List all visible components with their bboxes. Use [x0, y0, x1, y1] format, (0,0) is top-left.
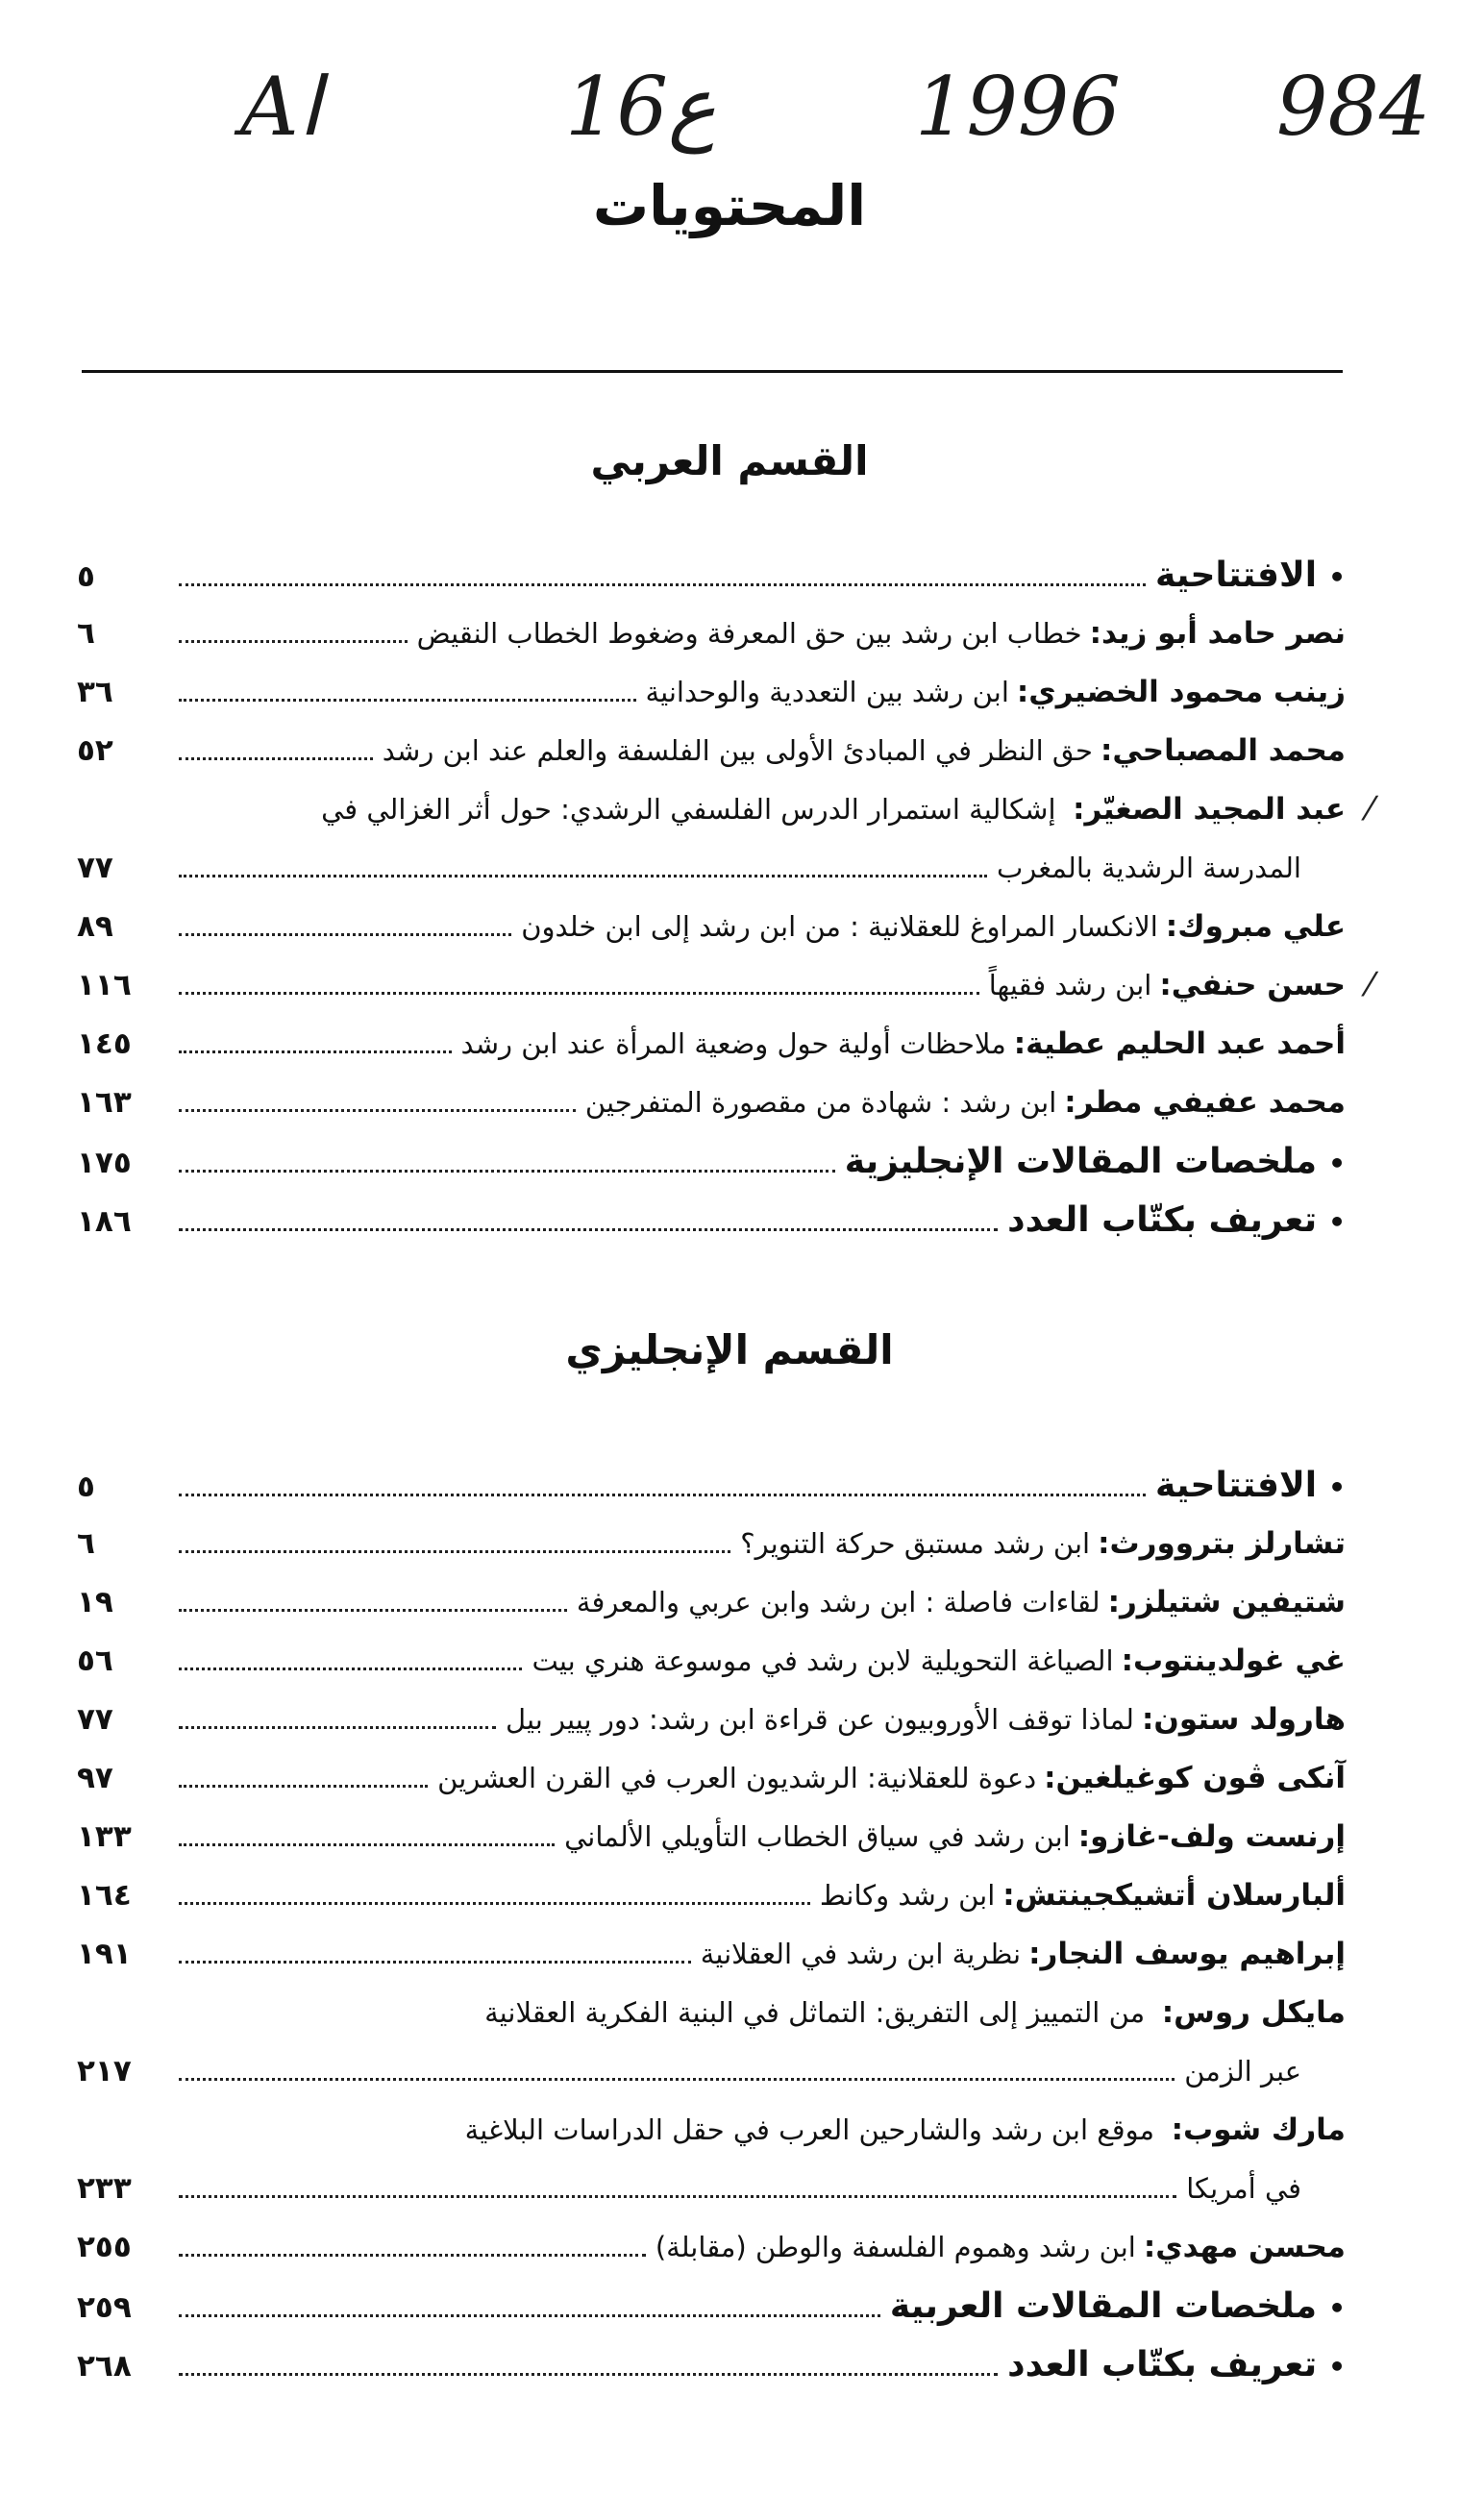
entry-author: أحمد عبد الحليم عطية:	[1013, 1026, 1346, 1061]
handwritten-note: 16ع	[565, 60, 717, 154]
bullet-icon: •	[1328, 2351, 1346, 2383]
toc-entry[interactable]	[77, 546, 1346, 605]
page-number: ٥	[77, 1470, 95, 1504]
page-number: ٨٩	[77, 909, 113, 944]
toc-entry[interactable]	[77, 1191, 1346, 1249]
handwritten-note: Aا	[240, 60, 322, 154]
page-number: ٢٥٥	[77, 2230, 132, 2264]
check-mark-icon: ⁄	[1367, 790, 1372, 828]
page-number: ١١٦	[77, 968, 132, 1002]
handwritten-annotations	[0, 60, 1459, 165]
entry-title: ابن رشد بين التعددية والوحدانية	[645, 676, 1009, 708]
entry-author: هارولد ستون:	[1141, 1702, 1346, 1737]
toc-entry[interactable]	[77, 898, 1346, 956]
page-number: ٧٧	[77, 851, 113, 885]
check-mark-icon: ⁄	[1367, 966, 1372, 1004]
toc-list-english	[77, 1456, 1346, 2394]
entry-author: محسن مهدي:	[1143, 2230, 1346, 2264]
page-number: ٦	[77, 1526, 95, 1561]
dot-leader	[179, 627, 408, 643]
page-number: ١٦٤	[77, 1878, 132, 1913]
dot-leader	[179, 1595, 567, 1612]
toc-entry[interactable]	[77, 722, 1346, 780]
toc-entry[interactable]	[77, 1515, 1346, 1573]
entry-title: خطاب ابن رشد بين حق المعرفة وضغوط الخطاب النقيض	[416, 617, 1082, 650]
page-number: ١٤٥	[77, 1026, 132, 1061]
page-number: ٥٦	[77, 1643, 113, 1678]
dot-leader	[179, 1480, 1146, 1496]
entry-title: تعريف بكتّاب العدد	[1007, 2345, 1318, 2384]
entry-title: تعريف بكتّاب العدد	[1007, 1200, 1318, 1240]
dot-leader	[179, 2182, 1176, 2198]
entry-author: محمد عفيفي مطر:	[1064, 1085, 1346, 1120]
dot-leader	[179, 570, 1146, 586]
toc-entry[interactable]	[77, 1808, 1346, 1866]
entry-title: ابن رشد مستبق حركة التنوير؟	[740, 1527, 1091, 1560]
dot-leader	[179, 1830, 555, 1846]
entry-title: من التمييز إلى التفريق: التماثل في البنية الفكرية العقلانية	[484, 1996, 1146, 2029]
dot-leader	[179, 1947, 691, 1964]
dot-leader	[179, 978, 979, 995]
bullet-icon: •	[1328, 1471, 1346, 1503]
entry-title: الصياغة التحويلية لابن رشد في موسوعة هنري بيت	[532, 1644, 1114, 1677]
entry-title: دعوة للعقلانية: الرشديون العرب في القرن العشرين	[437, 1762, 1037, 1794]
entry-author: ألبارسلان أتشيكجينتش:	[1002, 1878, 1346, 1913]
entry-author: نصر حامد أبو زيد:	[1089, 616, 1346, 651]
page-number: ٥	[77, 559, 95, 594]
handwritten-note: 1996	[915, 60, 1121, 154]
section-heading-english: القسم الإنجليزي	[565, 1326, 894, 1373]
dot-leader	[179, 1713, 496, 1729]
toc-entry[interactable]	[77, 956, 1372, 1015]
toc-entry[interactable]	[77, 1984, 1346, 2101]
dot-leader	[179, 1037, 452, 1053]
entry-author: مايكل روس:	[1161, 1995, 1346, 2030]
dot-leader	[179, 2301, 880, 2317]
entry-title: ابن رشد : شهادة من مقصورة المتفرجين	[584, 1086, 1057, 1119]
page-number: ٥٢	[77, 733, 113, 768]
entry-title: ملخصات المقالات العربية	[889, 2286, 1318, 2326]
dot-leader	[179, 685, 636, 702]
page-number: ١٨٦	[77, 1204, 132, 1239]
page-number: ١٣٣	[77, 1819, 132, 1854]
entry-title: ابن رشد وكانط	[819, 1879, 996, 1912]
entry-title: موقع ابن رشد والشارحين العرب في حقل الدراسات البلاغية	[464, 2113, 1155, 2146]
dot-leader	[179, 1771, 428, 1788]
page-number: ٧٧	[77, 1702, 113, 1737]
entry-title: ملاحظات أولية حول وضعية المرأة عند ابن رشد	[460, 1027, 1006, 1060]
entry-title: حق النظر في المبادئ الأولى بين الفلسفة والعلم عند ابن رشد	[382, 734, 1093, 767]
entry-title: نظرية ابن رشد في العقلانية	[700, 1938, 1022, 1970]
page-number: ١٧٥	[77, 1146, 132, 1180]
entry-author: مارك شوب:	[1171, 2112, 1346, 2147]
entry-title-continued: في أمريكا	[1186, 2172, 1301, 2205]
entry-author: عبد المجيد الصغيّر:	[1073, 792, 1346, 827]
dot-leader	[179, 1096, 576, 1112]
bullet-icon: •	[1328, 1206, 1346, 1238]
dot-leader	[179, 744, 373, 760]
entry-author: إرنست ولف-غازو:	[1077, 1819, 1346, 1854]
bullet-icon: •	[1328, 2292, 1346, 2324]
page-number: ١٩١	[77, 1937, 132, 1971]
entry-title: إشكالية استمرار الدرس الفلسفي الرشدي: حول أثر الغزالي في	[321, 793, 1056, 826]
bullet-icon: •	[1328, 1148, 1346, 1179]
entry-title: لقاءات فاصلة : ابن رشد وابن عربي والمعرفة	[576, 1586, 1100, 1618]
entry-title: ابن رشد فقيهاً	[988, 969, 1152, 1001]
entry-title-continued: عبر الزمن	[1184, 2055, 1301, 2088]
toc-entry[interactable]	[77, 1691, 1346, 1749]
entry-author: آنكى ڤون كوغيلغين:	[1044, 1761, 1346, 1795]
dot-leader	[179, 1156, 835, 1173]
toc-entry[interactable]	[77, 1132, 1346, 1191]
page-number: ١٩	[77, 1585, 113, 1619]
page-number: ٢٣٣	[77, 2171, 132, 2206]
toc-entry[interactable]	[77, 605, 1346, 663]
bullet-icon: •	[1328, 561, 1346, 593]
toc-entry[interactable]	[77, 780, 1372, 898]
entry-title: ابن رشد وهموم الفلسفة والوطن (مقابلة)	[655, 2231, 1136, 2263]
entry-title: ابن رشد في سياق الخطاب التأويلي الألماني	[564, 1820, 1071, 1853]
toc-entry[interactable]	[77, 1015, 1346, 1074]
page-number: ٢١٧	[77, 2054, 132, 2088]
handwritten-note: 984	[1276, 60, 1431, 154]
page-number: ٣٦	[77, 675, 113, 709]
dot-leader	[179, 2359, 998, 2376]
toc-entry[interactable]	[77, 663, 1346, 722]
entry-author: تشارلز بتروورث:	[1098, 1526, 1346, 1561]
dot-leader	[179, 2240, 646, 2257]
page-number: ٦	[77, 616, 95, 651]
page-number: ٢٦٨	[77, 2349, 132, 2384]
dot-leader	[179, 1889, 810, 1905]
entry-title: ملخصات المقالات الإنجليزية	[844, 1142, 1318, 1181]
entry-title: الافتتاحية	[1154, 1466, 1318, 1505]
toc-entry[interactable]	[77, 2218, 1346, 2277]
page-number: ٢٥٩	[77, 2290, 132, 2325]
entry-author: محمد المصباحي:	[1100, 733, 1346, 768]
page-title: المحتويات	[592, 173, 867, 238]
dot-leader	[179, 1654, 522, 1670]
toc-list-arabic	[77, 546, 1372, 1249]
entry-author: غي غولدينتوب:	[1121, 1643, 1346, 1678]
entry-author: زينب محمود الخضيري:	[1016, 675, 1346, 709]
toc-entry[interactable]	[77, 1456, 1346, 1515]
toc-entry[interactable]	[77, 2277, 1346, 2335]
toc-entry[interactable]	[77, 2101, 1346, 2218]
dot-leader	[179, 920, 511, 936]
toc-entry[interactable]	[77, 1749, 1346, 1808]
toc-entry[interactable]	[77, 1573, 1346, 1632]
section-heading-arabic: القسم العربي	[590, 437, 869, 484]
toc-entry[interactable]	[77, 1632, 1346, 1691]
toc-entry[interactable]	[77, 1866, 1346, 1925]
entry-author: حسن حنفي:	[1159, 968, 1346, 1002]
entry-title: لماذا توقف الأوروبيون عن قراءة ابن رشد: دور پيير بيل	[506, 1703, 1134, 1736]
page-number: ١٦٣	[77, 1085, 132, 1120]
entry-title: الانكسار المراوغ للعقلانية : من ابن رشد إلى ابن خلدون	[521, 910, 1158, 943]
entry-title: الافتتاحية	[1154, 556, 1318, 595]
toc-entry[interactable]	[77, 1925, 1346, 1984]
entry-title-continued: المدرسة الرشدية بالمغرب	[996, 852, 1301, 884]
entry-author: شتيفين شتيلزر:	[1107, 1585, 1346, 1619]
toc-entry[interactable]	[77, 1074, 1346, 1132]
page-number: ٩٧	[77, 1761, 113, 1795]
dot-leader	[179, 1215, 998, 1231]
toc-entry[interactable]	[77, 2335, 1346, 2394]
entry-author: علي مبروك:	[1165, 909, 1346, 944]
dot-leader	[179, 861, 987, 877]
title-divider	[82, 370, 1343, 373]
dot-leader	[179, 1537, 730, 1553]
dot-leader	[179, 2064, 1175, 2081]
entry-author: إبراهيم يوسف النجار:	[1028, 1937, 1346, 1971]
